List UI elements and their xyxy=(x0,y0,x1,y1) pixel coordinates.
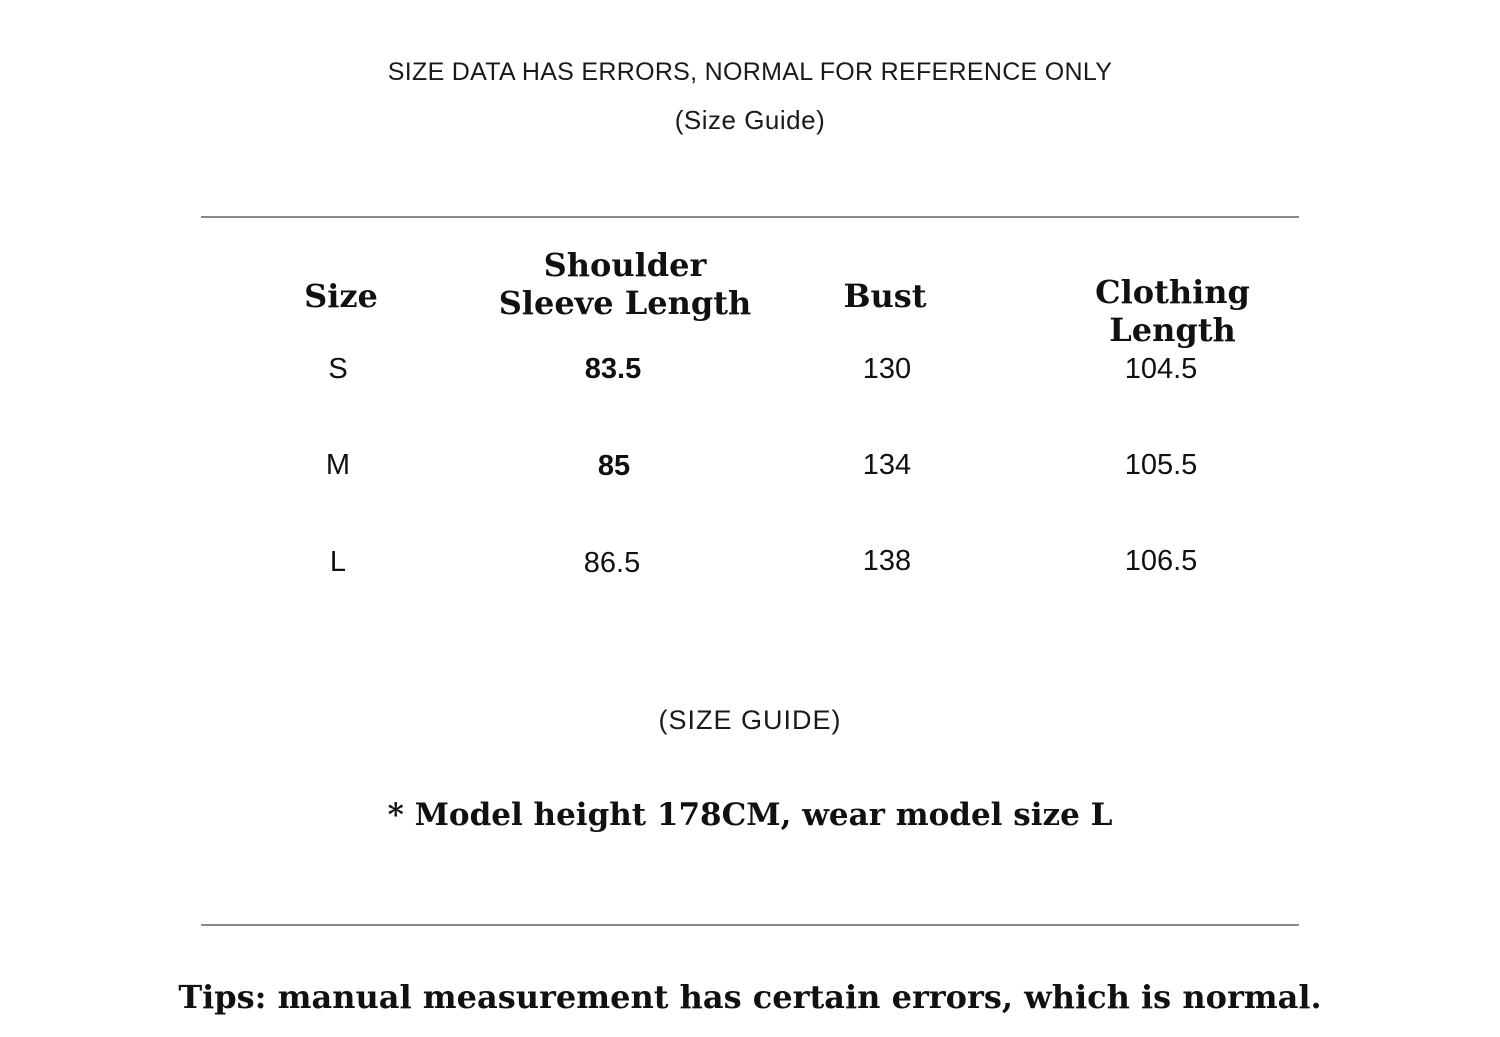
table-cell-shoulder-sleeve: 85 xyxy=(597,450,631,482)
table-cell-clothing-length: 105.5 xyxy=(1124,449,1198,481)
column-header-shoulder-line1: Shoulder xyxy=(543,246,707,284)
column-header-shoulder-line2: Sleeve Length xyxy=(498,284,752,322)
table-cell-clothing-length: 106.5 xyxy=(1124,545,1198,577)
size-guide-footer-label: (SIZE GUIDE) xyxy=(658,705,842,735)
measurement-tips: Tips: manual measurement has certain errors, which is normal. xyxy=(178,978,1322,1016)
column-header-size: Size xyxy=(304,277,378,315)
table-cell-size: L xyxy=(329,546,347,578)
column-header-bust: Bust xyxy=(843,277,927,315)
size-guide-subtitle: (Size Guide) xyxy=(674,105,826,135)
column-header-clothing-length: Clothing Length xyxy=(1095,273,1250,349)
table-cell-bust: 138 xyxy=(862,545,912,577)
table-cell-bust: 134 xyxy=(862,449,912,481)
table-cell-size: M xyxy=(325,449,351,481)
table-cell-size: S xyxy=(328,353,348,385)
table-cell-clothing-length: 104.5 xyxy=(1124,353,1198,385)
top-divider xyxy=(201,216,1299,218)
model-height-note: * Model height 178CM, wear model size L xyxy=(387,797,1113,833)
table-cell-shoulder-sleeve: 83.5 xyxy=(584,353,642,385)
table-cell-shoulder-sleeve: 86.5 xyxy=(583,547,641,579)
bottom-divider xyxy=(201,924,1299,926)
column-header-shoulder-sleeve xyxy=(485,246,765,322)
table-cell-bust: 130 xyxy=(862,353,912,385)
size-disclaimer: SIZE DATA HAS ERRORS, NORMAL FOR REFERENCE ONLY xyxy=(387,58,1113,86)
